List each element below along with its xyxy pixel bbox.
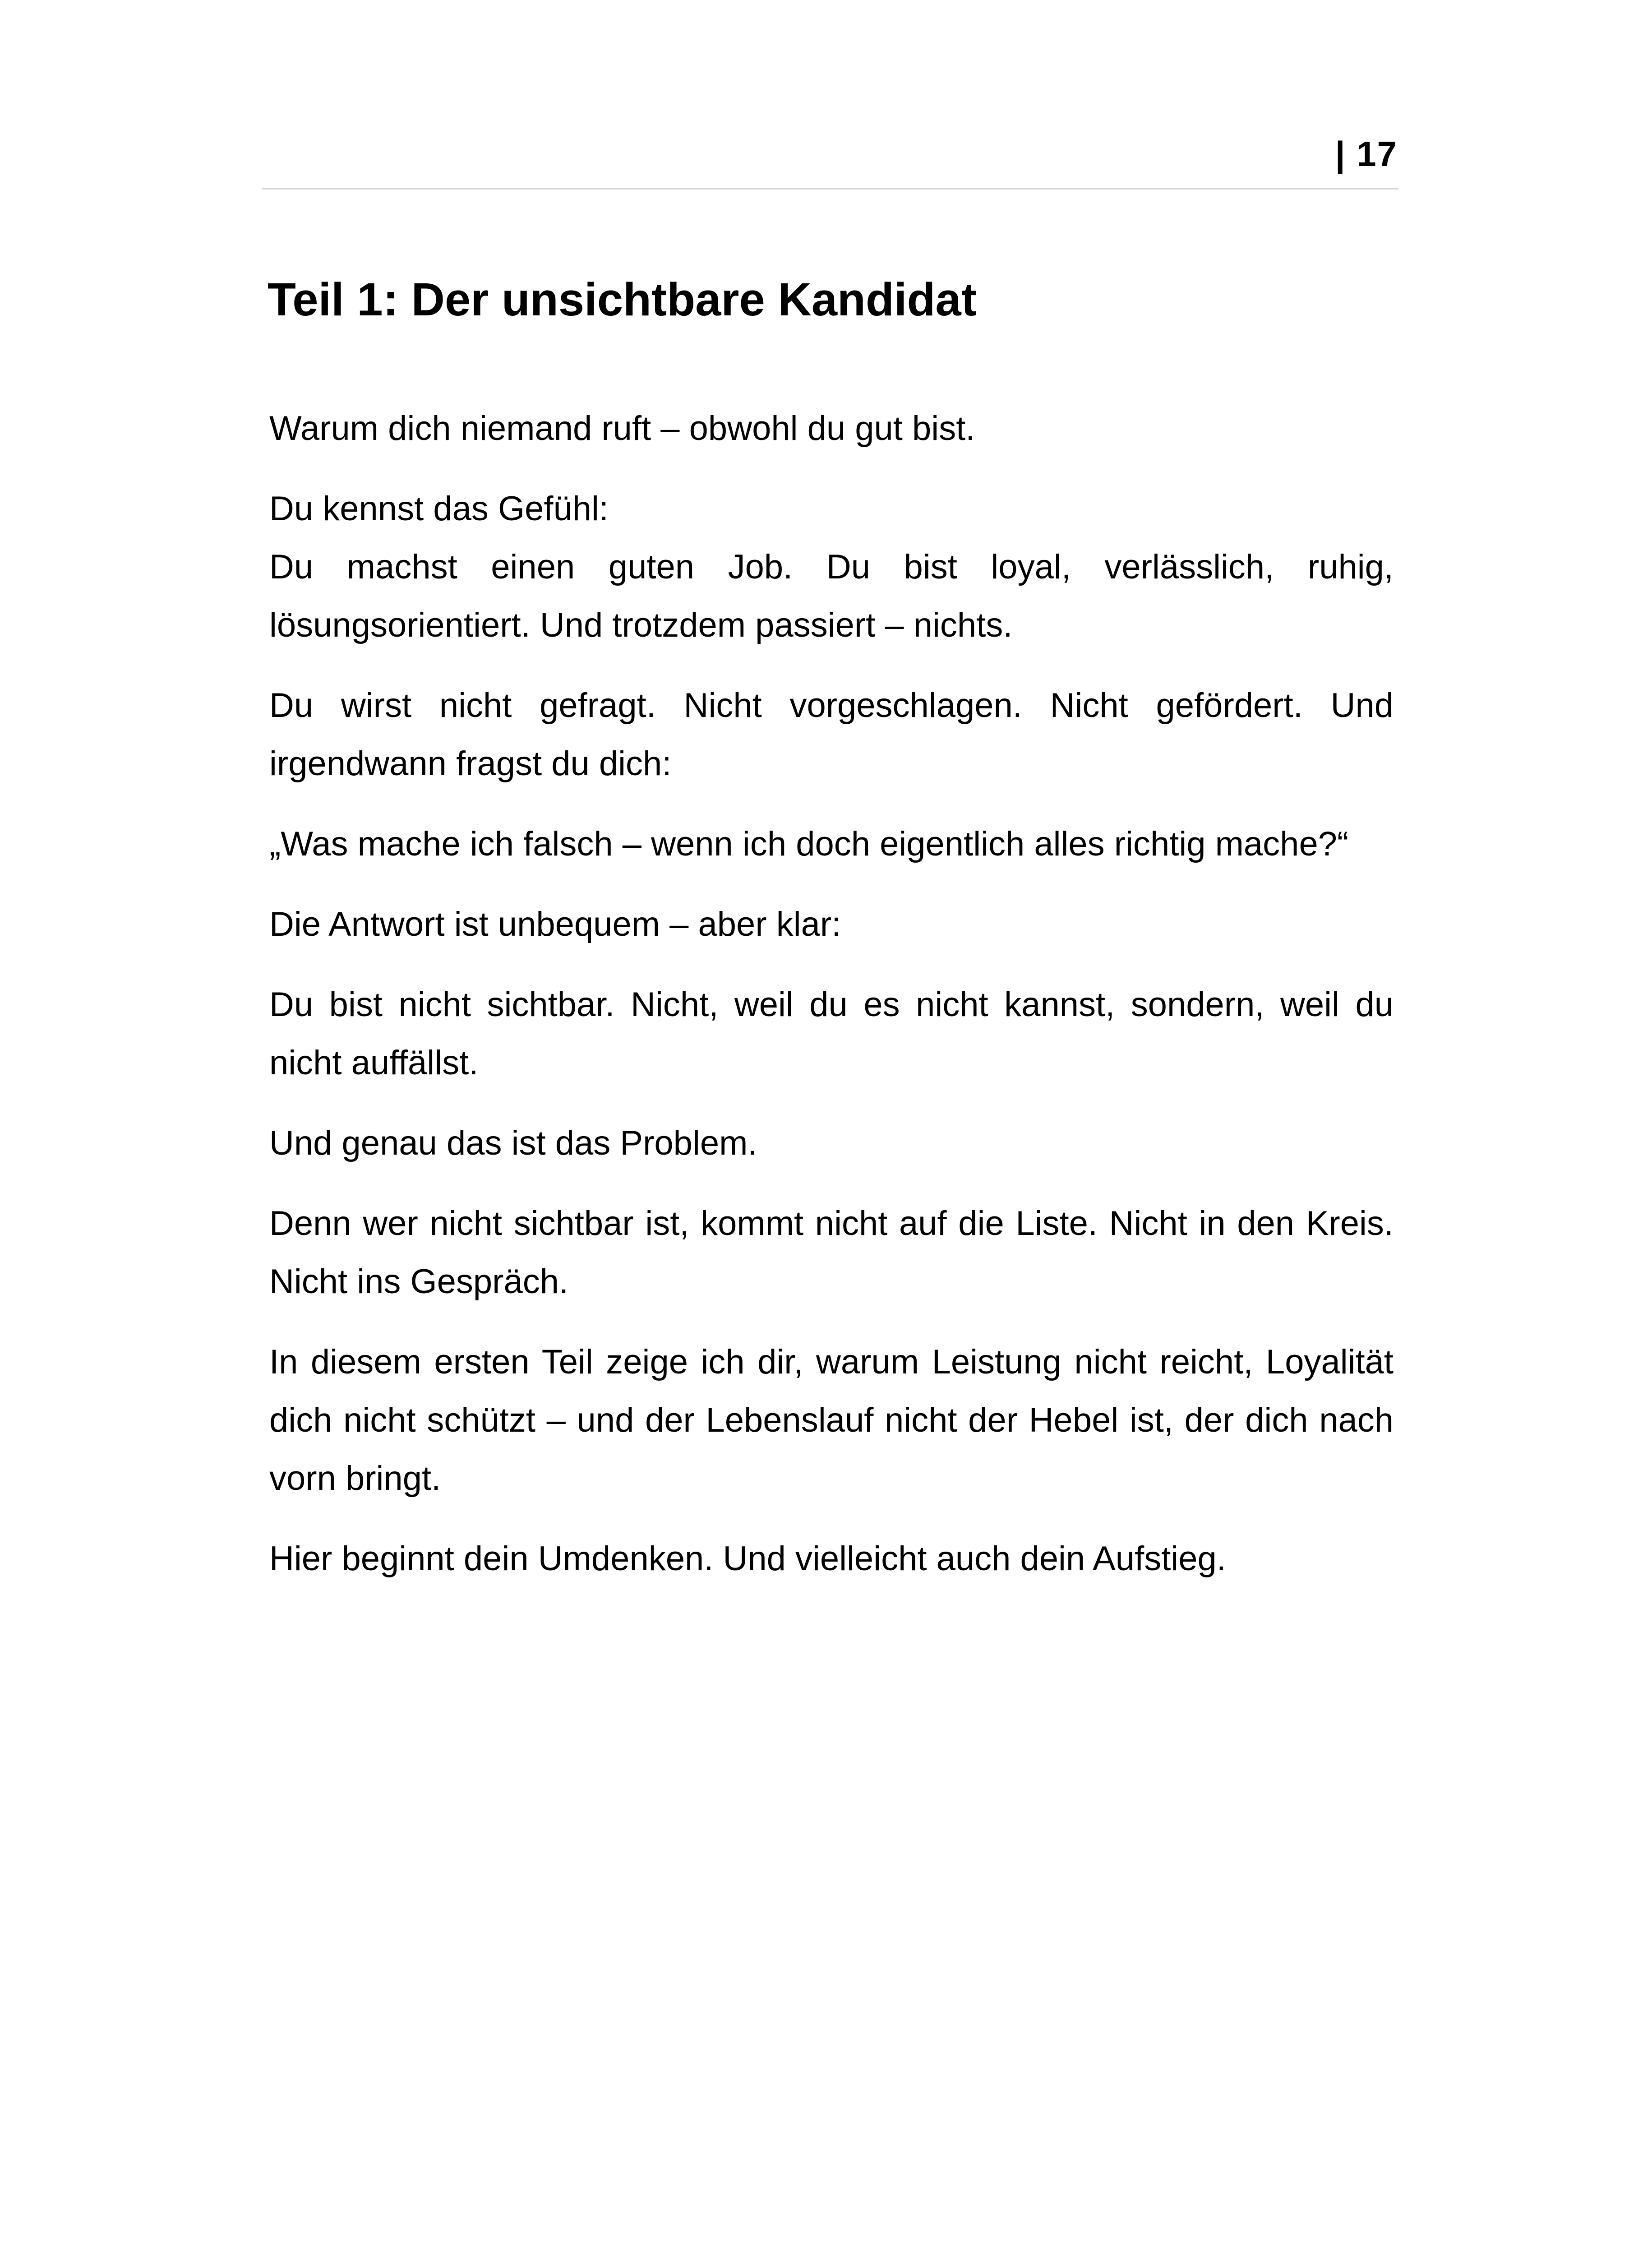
paragraph: „Was mache ich falsch – wenn ich doch eigentlich alles richtig mache?“ [269, 825, 1349, 863]
paragraph: Du machst einen guten Job. Du bist loyal, verlässlich, ruhig, lösungsorientiert. Und trotzdem passiert – nichts. [269, 548, 1394, 644]
paragraph: Die Antwort ist unbequem – aber klar: [269, 905, 841, 943]
page-header [262, 126, 1398, 190]
page-number: | 17 [1335, 134, 1398, 174]
chapter-title: Teil 1: Der unsichtbare Kandidat [268, 273, 977, 325]
paragraph: In diesem ersten Teil zeige ich dir, warum Leistung nicht reicht, Loyalität dich nicht schützt – und der Lebenslauf nicht der Hebel ist, der dich nach vorn bringt. [269, 1343, 1394, 1498]
paragraph: Und genau das ist das Problem. [269, 1124, 757, 1162]
body-text [269, 399, 1394, 1610]
paragraph: Du kennst das Gefühl: [269, 490, 609, 528]
paragraph: Denn wer nicht sichtbar ist, kommt nicht auf die Liste. Nicht in den Kreis. Nicht ins Gespräch. [269, 1204, 1394, 1301]
paragraph: Du bist nicht sichtbar. Nicht, weil du es nicht kannst, sondern, weil du nicht auffällst. [269, 985, 1394, 1082]
paragraph: Warum dich niemand ruft – obwohl du gut bist. [269, 409, 975, 448]
paragraph: Du wirst nicht gefragt. Nicht vorgeschlagen. Nicht gefördert. Und irgendwann fragst du dich: [269, 686, 1394, 783]
paragraph: Hier beginnt dein Umdenken. Und vielleicht auch dein Aufstieg. [269, 1539, 1226, 1578]
